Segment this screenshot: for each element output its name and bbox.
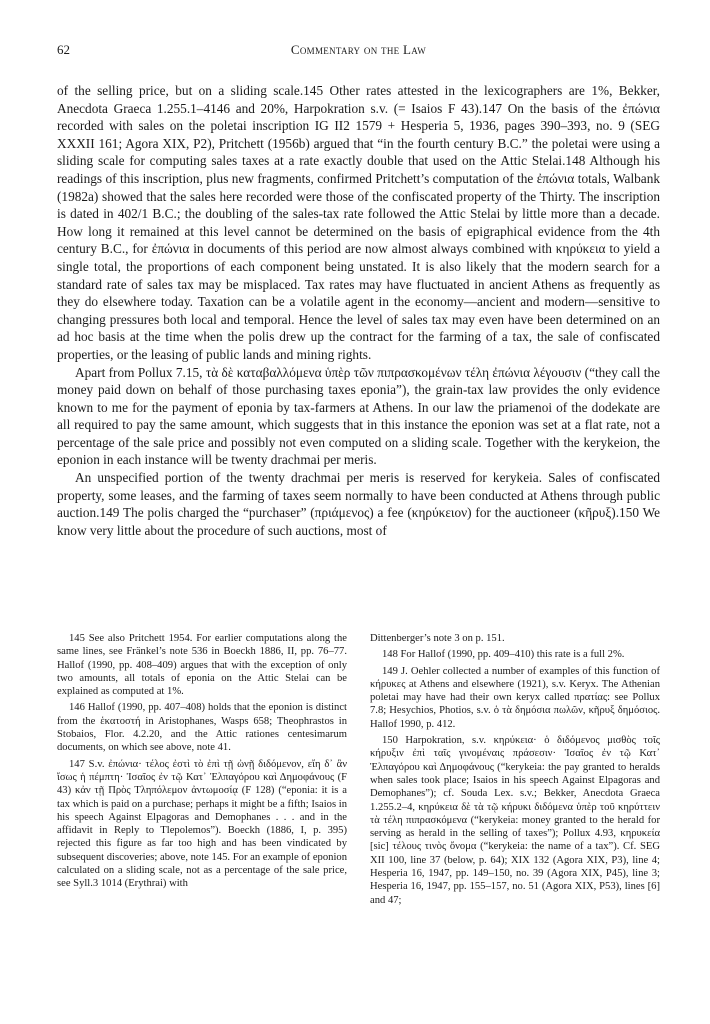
footnote-147-continued: Dittenberger’s note 3 on p. 151. — [370, 633, 505, 644]
footnotes-left-column — [57, 632, 347, 1012]
footnotes-right-column — [370, 632, 660, 1012]
body-paragraph: Apart from Pollux 7.15, τὰ δὲ καταβαλλόμενα ὑπὲρ τῶν πιπρασκομένων τέλη ἐπώνια λέγουσιν (“they call the money paid down on behalf of those purchasing taxes eponia”), the grain-tax law provides the only evidence known to me for the payment of eponia by tax-farmers at Athens. In our law the priamenoi of the dodekate are all required to pay the same amount, which suggests that in this instance the eponion was set at a flat rate, not a percentage of the sale price and possibly not even computed on a sliding scale. Together with the kerykeion, the eponion in each instance will be twenty drachmai per meris. — [57, 364, 660, 468]
body-paragraph: An unspecified portion of the twenty drachmai per meris is reserved for kerykeia. Sales of confiscated property, some leases, and the farming of taxes seem normally to have been conducted at Athens through public auction.149 The polis charged the “purchaser” (πριάμενος) a fee (κηρύκειον) for the auctioneer (κῆρυξ).150 We know very little about the procedure of such auctions, most of — [57, 470, 660, 538]
body-paragraph: of the selling price, but on a sliding scale.145 Other rates attested in the lexicographers are 1%, Bekker, Anecdota Graeca 1.255.1–4146 and 20%, Harpokration s.v. (= Isaios F 43).147 On the basis of the ἐπώνια recorded with sales on the poletai inscription IG II2 1579 + Hesperia 5, 1936, pages 390–393, no. 9 (SEG XXXII 161; Agora XIX, P2), Pritchett (1956b) argued that “in the fourth century B.C.” the poletai were using a sliding scale for computing sales taxes at a rate exactly double that used on the Attic Stelai.148 Although his readings of this inscription, plus new fragments, confirmed Pritchett’s computation of the ἐπώνια totals, Walbank (1982a) showed that the sales here recorded were those of the confiscated property of the Thirty. The inscription is dated in 402/1 B.C.; the doubling of the sales-tax rate followed the Attic Stelai by little more than a decade. How long it remained at this level cannot be determined on the basis of epigraphical evidence from the 4th century B.C., for ἐπώνια in documents of this period are now almost always combined with κηρύκεια to yield a single total, the proportions of each component being unstated. It is also likely that the modern search for a standard rate of sales tax may be misplaced. Tax rates may have fluctuated in ancient Athens as frequently as they do elsewhere today. Taxation can be a volatile agent in the economy—ancient and modern—sensitive to changing pressures both local and temporal. Hence the level of sales tax may even have been determined on an ad hoc basis at the time when the polis drew up the contract for the farming of a tax, the sale of confiscated properties, or the leasing of public lands and mining rights. — [57, 83, 660, 362]
footnote-148: 148 For Hallof (1990, pp. 409–410) this rate is a full 2%. — [382, 649, 625, 661]
footnote-147: 147 S.v. ἐπώνια· τέλος ἐστὶ τὸ ἐπὶ τῇ ὠνῇ διδόμενον, εἴη δ᾿ ἂν ἴσως ἡ πέμπτη· Ἰσαῖος ἐν τῷ Κατ᾿ Ἐλπαγόρου καὶ Δημοφάνους (F 43) κἀν τῇ Πρὸς Τληπόλεμον ἀντωμοσίᾳ (F 128) (“eponia: it is a tax which is paid on a purchase; perhaps it might be a fifth; Isaios in his speech Against Elpagoras and Demophanes . . . and in the affidavit in Reply to Tlepolemos”). Boeckh (1886, I, p. 395) rejected this figure as far too high and has been vindicated by subsequent discoveries; above, note 145. For an example of eponion calculated on a sliding scale, not as a percentage of the sale price, see Syll.3 1014 (Erythrai) with — [57, 758, 347, 890]
footnote-146: 146 Hallof (1990, pp. 407–408) holds that the eponion is distinct from the ἑκατοστή in Aristophanes, Wasps 658; Theophrastos in Stobaios, Flor. 4.2.20, and the Attic rationes centesimarum documents, on which see above, note 41. — [57, 702, 347, 754]
running-header — [57, 42, 660, 64]
main-text — [57, 72, 660, 539]
page-number: 62 — [57, 42, 70, 57]
footnote-149: 149 J. Oehler collected a number of examples of this function of κήρυκες at Athens and elsewhere (1921), s.v. Keryx. The Athenian poletai may have had their own keryx called πρατίας: see Pollux 7.8; Hesychios, Photios, s.v. ὁ τὰ δημόσια πωλῶν, κῆρυξ δημόσιος. Hallof 1990, p. 412. — [370, 665, 660, 730]
footnote-145: 145 See also Pritchett 1954. For earlier computations along the same lines, see Fränkel’s note 536 in Boeckh 1886, II, pp. 76–77. Hallof (1990, pp. 408–409) argues that with the exception of only two amounts, all totals of eponia on the Attic Stelai can be explained as computed at 1%. — [57, 633, 347, 698]
running-title: Commentary on the Law — [290, 42, 427, 57]
footnotes — [57, 632, 660, 1012]
footnote-150: 150 Harpokration, s.v. κηρύκεια· ὁ διδόμενος μισθὸς τοῖς κήρυξιν ἐπὶ ταῖς γινομέναις πράσεσιν· Ἰσαῖος ἐν τῷ Κατ᾿ Ἐλπαγόρου καὶ Δημοφάνους (“kerykeia: the pay granted to heralds when sales took place; Isaios in his speech Against Elpagoras and Demophanes”); cf. Souda Lex. s.v.; Bekker, Anecdota Graeca 1.255.2–4, κηρύκεια δὲ τὰ τῷ κήρυκι διδόμενα ὑπὲρ τοῦ κηρύττειν τὰ τέλη πιπρασκόμενα (“kerykeia: money granted to the herald for serving as herald in the selling of taxes”); Pollux 4.93, κηρυκεία [sic] τέλους τινὸς ὄνομα (“kerykeia: the name of a tax”). Cf. SEG XII 100, line 37 (below, p. 64); XIX 132 (Agora XIX, P3), line 4; Hesperia 16, 1947, pp. 149–150, no. 39 (Agora XIX, P45), line 3; Hesperia 16, 1947, pp. 155–157, no. 51 (Agora XIX, P53), lines [6] and 47; — [370, 735, 660, 906]
